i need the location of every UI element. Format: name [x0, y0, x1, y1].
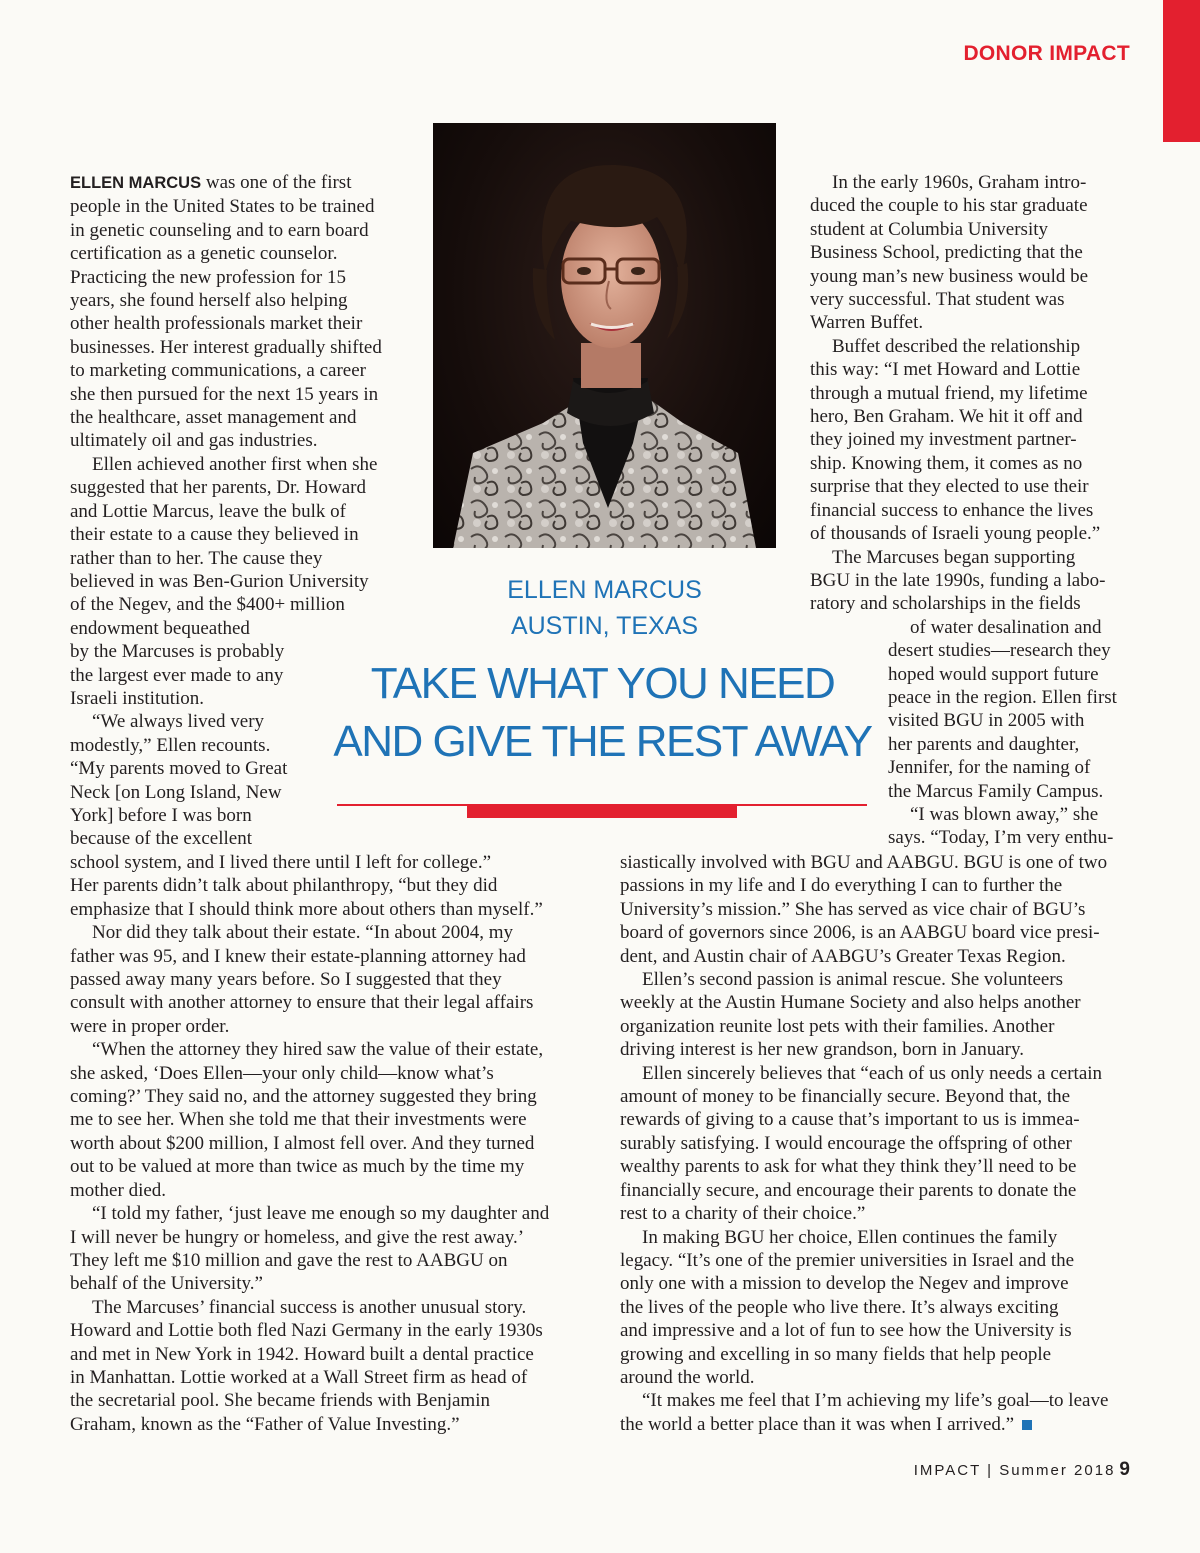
- section-label: DONOR IMPACT: [963, 42, 1130, 65]
- body-column-right-top: [810, 171, 1130, 850]
- body-column-left-top: [70, 171, 410, 851]
- paragraph: In the early 1960s, Graham intro- duced the couple to his star graduate student at Columbia University Business School, predicting that the young man’s new business would be very successful. That student was Warren Buffet.: [810, 172, 1089, 334]
- paragraph-continued: school system, and I lived there until I left for college.” Her parents didn’t talk about philanthropy, “but they did emphasize that I should think more about others than myself.”: [70, 852, 543, 920]
- lead-name: ELLEN MARCUS: [70, 174, 202, 192]
- headline-rule-accent: [467, 805, 737, 818]
- headline-line-1: TAKE WHAT YOU NEED: [370, 659, 835, 708]
- photo-caption: [433, 572, 776, 644]
- headline-line-2: AND GIVE THE REST AWAY: [333, 717, 872, 766]
- paragraph: Ellen achieved another first when she suggested that her parents, Dr. Howard and Lottie Marcus, leave the bulk of their estate to a cause they believed in rather than to her. The cause they believed in was Ben-Gurion University of the Negev, and the $400+ million endowment bequeathed by the Marcuses is probably the largest ever made to any Israeli institution.: [70, 453, 378, 709]
- paragraph-final: “It makes me feel that I’m achieving my life’s goal—to leave the world a better place than it was when I arrived.”: [620, 1390, 1109, 1435]
- page-number: 9: [1119, 1459, 1130, 1480]
- paragraph: In making BGU her choice, Ellen continues the family legacy. “It’s one of the premier universities in Israel and the only one with a mission to develop the Negev and improve the lives of the people who live there. It’s always exciting and impressive and a lot of fun to see how the University is growing and excelling in so many fields that help people around the world.: [620, 1226, 1075, 1388]
- article-headline: [330, 655, 875, 771]
- paragraph: The Marcuses’ financial success is another unusual story. Howard and Lottie both fled Nazi Germany in the early 1930s and met in New York in 1942. Howard built a dental practice in Manhattan. Lottie worked at a Wall Street firm as head of the secretarial pool. She became friends with Benjamin Graham, known as the “Father of Value Investing.”: [70, 1296, 543, 1435]
- portrait-illustration: [433, 123, 776, 548]
- paragraph: “We always lived very modestly,” Ellen recounts. “My parents moved to Great Neck [on Long Island, New York] before I was born because of the excellent: [70, 711, 288, 850]
- body-column-left-bottom: [70, 851, 590, 1436]
- page-footer: [914, 1459, 1130, 1481]
- caption-name: ELLEN MARCUS: [507, 576, 702, 604]
- paragraph: The Marcuses began supporting BGU in the late 1990s, funding a labo- ratory and scholarships in the fields of water desalination and desert studies—research they hoped would support future peace in the region. Ellen first visited BGU in 2005 with her parents and daughter, Jennifer, for the naming of the Marcus Family Campus.: [810, 546, 1130, 803]
- paragraph: “I told my father, ‘just leave me enough so my daughter and I will never be hungry or homeless, and give the rest away.’ They left me $10 million and gave the rest to AABGU on behalf of the University.”: [70, 1203, 550, 1295]
- paragraph: Ellen’s second passion is animal rescue. She volunteers weekly at the Austin Humane Society and also helps another organization reunite lost pets with their families. Another driving interest is her new grandson, born in January.: [620, 969, 1081, 1061]
- publication-name: IMPACT | Summer 2018: [913, 1462, 1116, 1479]
- paragraph: “I was blown away,” she says. “Today, I’m very enthu-: [888, 803, 1114, 849]
- paragraph: Ellen sincerely believes that “each of us only needs a certain amount of money to be financially secure. Beyond that, the rewards of giving to a cause that’s important to us is immea- surably satisfying. I would encourage the offspring of other wealthy parents to ask for what they think they’ll need to be financially secure, and encourage their parents to donate the rest to a charity of their choice.”: [620, 1062, 1103, 1225]
- caption-location: AUSTIN, TEXAS: [510, 612, 699, 640]
- paragraph-wrap: of water desalination and desert studies—research they hoped would support future peace in the region. Ellen first visited BGU in 2005 with her parents and daughter, Jennifer, for the naming of the Marcus Family Campus.: [888, 616, 1117, 802]
- body-column-right-bottom: [620, 851, 1140, 1436]
- paragraph: Nor did they talk about their estate. “In about 2004, my father was 95, and I knew their estate-planning attorney had passed away many years before. So I suggested that they consult with another attorney to ensure that their legal affairs were in proper order.: [70, 922, 534, 1037]
- end-of-article-icon: [1022, 1420, 1032, 1430]
- portrait-photo: [433, 123, 776, 548]
- paragraph: Buffet described the relationship this way: “I met Howard and Lottie through a mutual friend, my lifetime hero, Ben Graham. We hit it off and they joined my investment partner- ship. Knowing them, it comes as no surprise that they elected to use their financial success to enhance the lives of thousands of Israeli young people.”: [810, 335, 1101, 545]
- section-tab-marker: [1163, 0, 1200, 142]
- paragraph-continued: siastically involved with BGU and AABGU. BGU is one of two passions in my life and I do everything I can to further the University’s mission.” She has served as vice chair of BGU’s board of governors since 2006, is an AABGU board vice presi- dent, and Austin chair of AABGU’s Greater Texas Region.: [620, 852, 1108, 967]
- paragraph: “When the attorney they hired saw the value of their estate, she asked, ‘Does Ellen—your only child—know what’s coming?’ They said no, and the attorney suggested they bring me to see her. When she told me that their investments were worth about $200 million, I almost fell over. And they turned out to be valued at more than twice as much by the time my mother died.: [70, 1039, 544, 1201]
- paragraph-intro: ELLEN MARCUS was one of the first people in the United States to be trained in genetic counseling and to earn board certification as a genetic counselor. Practicing the new profession for 15 years, she found herself also helping other health professionals market their businesses. Her interest gradually shifted to marketing communications, a career she then pursued for the next 15 years in the healthcare, asset management and ultimately oil and gas industries.: [70, 172, 382, 452]
